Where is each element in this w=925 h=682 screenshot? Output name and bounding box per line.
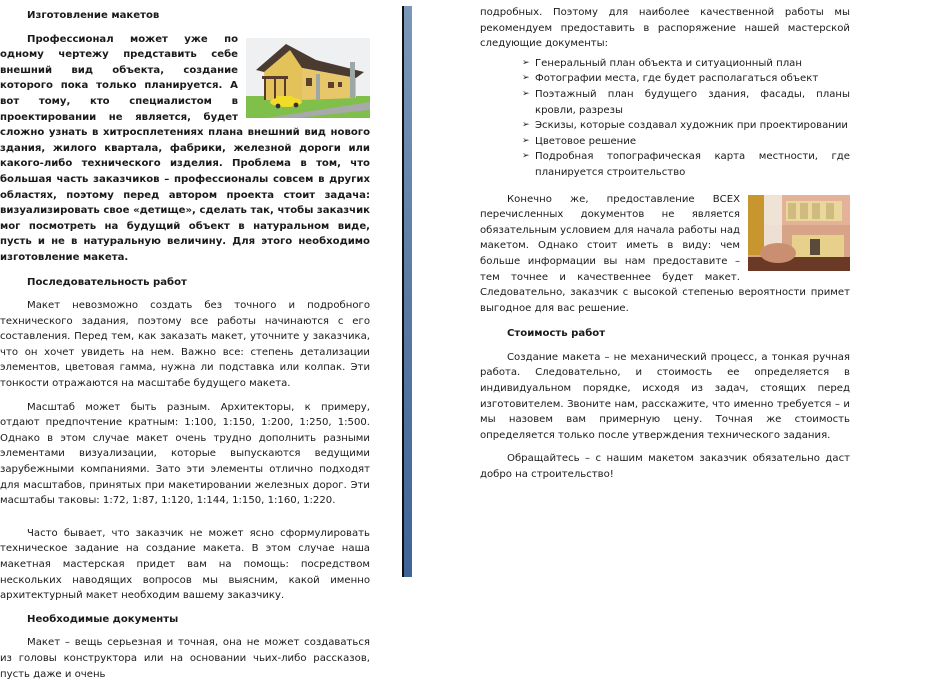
cost-paragraph-2: Обращайтесь – с нашим макетом заказчик обязательно даст добро на строительство! <box>480 453 850 481</box>
arrow-bullet-icon: ➢ <box>522 120 530 131</box>
list-item: ➢ Подробная топографическая карта местности, где планируется строительство <box>522 151 850 178</box>
note-paragraph: Конечно же, предоставление ВСЕХ перечисленных документов не является обязательным условием для начала работы над макетом. Однако стоит иметь в виду: чем больше информации вы нам предоставите – тем точнее и качественнее будет макет. Следовательно, заказчик с высокой степенью вероятности примет выгодное для вас решение. <box>480 193 850 314</box>
list-item: ➢ Цветовое решение <box>522 134 850 150</box>
section-heading-cost: Стоимость работ <box>507 328 606 340</box>
document-title: Изготовление макетов <box>27 10 160 21</box>
arrow-bullet-icon: ➢ <box>522 57 530 68</box>
list-item: ➢ Эскизы, которые создавал художник при проектировании <box>522 118 850 134</box>
documents-paragraph-start: Макет – вещь серьезная и точная, она не может создаваться из головы конструктора или на основании чьих-либо рассказов, пусть даже и очень <box>0 637 370 680</box>
arrow-bullet-icon: ➢ <box>522 88 530 99</box>
right-page <box>480 0 850 483</box>
documents-paragraph-continued: подробных. Поэтому для наиболее качественной работы мы рекомендуем предоставить в распоряжение нашей мастерской следующие документы: <box>480 7 850 50</box>
sequence-paragraph-1: Макет невозможно создать без точного и подробного технического задания, поэтому все работы начинаются с его составления. Перед тем, как заказать макет, уточните у заказчика, что он хочет увидеть на нем. Важно все: степень детализации элементов, цветовая гамма, нужна ли подставка или колпак. Эти тонкости отражаются на масштабе будущего макета. <box>0 300 370 390</box>
section-heading-documents: Необходимые документы <box>27 613 179 625</box>
intro-paragraph: Профессионал может уже по одному чертежу представить себе внешний вид объекта, создание которого пока только планируется. А вот тому, кто специалистом в проектировании не является, будет сложно узнать в хитросплетениях плана внешний вид нового здания, жилого квартала, фабрики, железной дороги или какого-либо технического изделия. Проблема в том, что большая часть заказчиков – профессионалы совсем в других областях, поэтому перед автором проекта стоит задача: визуализировать свое «детище», сделать так, чтобы заказчик мог посмотреть на будущий объект в натуральном виде, пусть и не в натуральную величину. Для этого необходимо изготовление макета. <box>0 33 370 263</box>
arrow-bullet-icon: ➢ <box>522 135 530 146</box>
list-item: ➢ Генеральный план объекта и ситуационный план <box>522 56 850 72</box>
sequence-paragraph-2: Масштаб может быть разным. Архитекторы, к примеру, отдают предпочтение кратным: 1:100, 1:150, 1:200, 1:250, 1:500. Однако в этом случае макет очень трудно дополнить разными элементами визуализации, которые выпускаются ведущими зарубежными компаниями. Зато эти элементы отлично подходят для масштабов, принятых при макетировании железных дорог. Эти масштабы таковы: 1:72, 1:87, 1:120, 1:144, 1:150, 1:160, 1:220. <box>0 401 370 507</box>
house-model-image <box>246 38 370 118</box>
kitchen-model-image <box>748 195 850 271</box>
list-item: ➢ Фотографии места, где будет располагаться объект <box>522 71 850 87</box>
left-page <box>0 0 370 682</box>
sequence-paragraph-3: Часто бывает, что заказчик не может ясно сформулировать техническое задание на создание макета. В этом случае наша макетная мастерская придет вам на помощь: посредством нескольких наводящих вопросов мы выясним, какой именно архитектурный макет необходим вашему заказчику. <box>0 527 370 602</box>
cost-paragraph-1: Создание макета – не механический процесс, а тонкая ручная работа. Следовательно, и стоимость ее определяется в индивидуальном порядке, исходя из задач, стоящих перед изготовителем. Звоните нам, расскажите, что именно требуется – и мы назовем вам примерную цену. Точная же стоимость определяется только после утверждения технического задания. <box>480 351 850 441</box>
section-heading-sequence: Последовательность работ <box>27 276 187 288</box>
arrow-bullet-icon: ➢ <box>522 73 530 84</box>
arrow-bullet-icon: ➢ <box>522 151 530 162</box>
list-item: ➢ Поэтажный план будущего здания, фасады, планы кровли, разрезы <box>522 88 850 116</box>
documents-list <box>480 56 850 181</box>
page-divider-bar <box>402 6 412 577</box>
